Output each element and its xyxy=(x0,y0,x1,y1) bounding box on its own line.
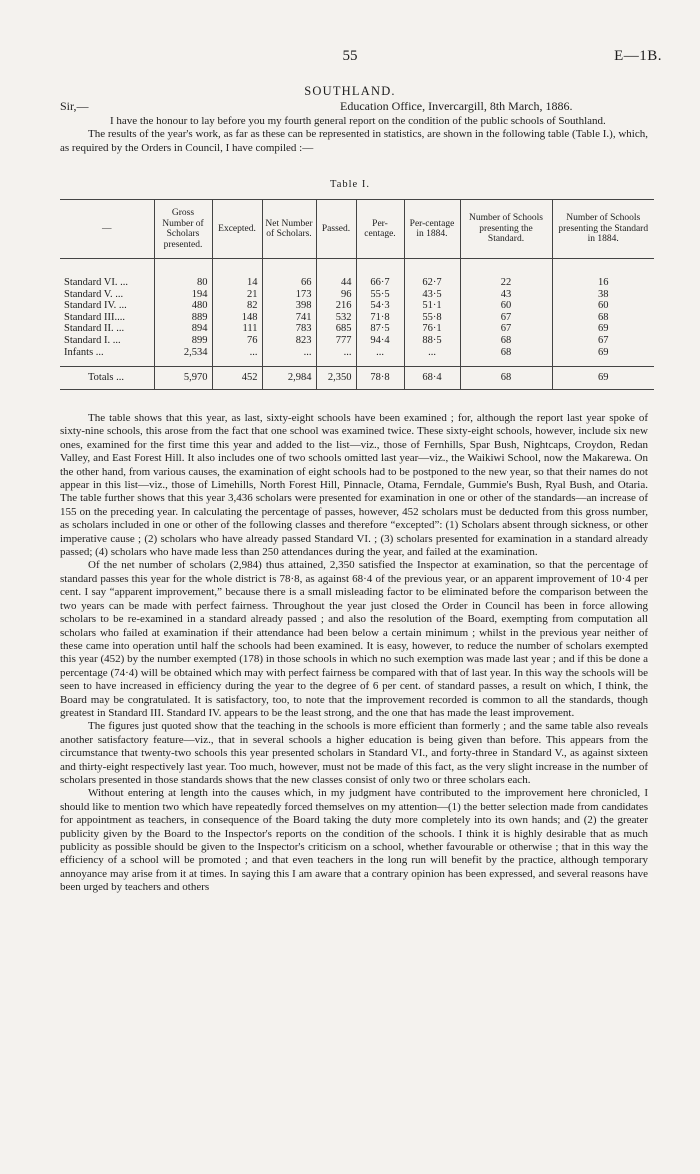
table-cell: 16 xyxy=(552,277,654,289)
body-paragraph: The figures just quoted show that the teaching in the schools is more efficient than formerly ; and the same table also reveals another satisfactory feature—viz., that in several schools a higher education is being given than before. This appears from the circumstance that twenty-two schools this year presented scholars in Standard VI., and forty-three in Standard V., as against sixteen and thirty-eight respectively last year. Too much, however, must not be made of this fact, as the very slight increase in the number of scholars presented in those standards shows that the new classes consist of only two or three scholars each. xyxy=(60,720,648,786)
column-header: Gross Number of Scholars presented. xyxy=(154,200,212,259)
totals-cell: 5,970 xyxy=(154,367,212,390)
table-cell: 685 xyxy=(316,323,356,335)
column-header: Number of Schools presenting the Standard in 1884. xyxy=(552,200,654,259)
totals-cell: 2,984 xyxy=(262,367,316,390)
table-cell: 66·7 xyxy=(356,277,404,289)
table-cell: 398 xyxy=(262,300,316,312)
table-cell: 894 xyxy=(154,323,212,335)
results-table xyxy=(60,199,654,390)
table-cell: 22 xyxy=(460,277,552,289)
table-cell: 67 xyxy=(552,335,654,347)
table-row xyxy=(60,347,654,359)
table-cell: ... xyxy=(356,347,404,359)
table-cell: 55·8 xyxy=(404,312,460,324)
table-cell: 82 xyxy=(212,300,262,312)
totals-cell: 2,350 xyxy=(316,367,356,390)
table-cell: 111 xyxy=(212,323,262,335)
table-cell: 173 xyxy=(262,289,316,301)
body-paragraph: The table shows that this year, as last, sixty-eight schools have been examined ; for, although the report last year spoke of sixty-nine schools, this arose from the fact that one school was examined twice. These sixty-eight schools, however, include six new ones, examined for the first time this year and added to the list—viz., those of Fernhills, Spar Bush, Nightcaps, Croydon, Redan Valley, and East Forest Hill. It also includes one of two schools omitted last year—viz., the Waikiwi School, now the Makarewa. On the other hand, from various causes, the examination of eight schools had to be postponed to the new year, so that their names do not appear in this list—viz., those of Limehills, North Forest Hill, Pinnacle, Otama, Ferndale, Gummie's Bush, Ryal Bush, and Otaria. The table further shows that this year 3,436 scholars were presented for examination in one or other of the standards—an increase of 155 on the preceding year. In calculating the percentage of passes, however, 452 scholars must be deducted from this gross number, as scholars included in one or other of the following classes and therefore “excepted”: (1) Scholars absent through sickness, or other imperative cause ; (2) scholars who have already passed Standard VI. ; (3) scholars presented for examination in a standard already passed; (4) scholars who have made less than 250 attendances during the year, and failed at the examination. xyxy=(60,412,648,559)
row-label: Standard I. ... xyxy=(64,334,121,346)
column-header: — xyxy=(60,200,154,259)
table-cell: 62·7 xyxy=(404,277,460,289)
column-header: Number of Schools presenting the Standard. xyxy=(460,200,552,259)
intro-paragraph: I have the honour to lay before you my fourth general report on the condition of the public schools of Southland. xyxy=(110,115,606,127)
intro-text xyxy=(60,115,648,155)
intro-paragraph: The results of the year's work, as far as these can be represented in statistics, are shown in the following table (Table I.), which, as required by the Orders in Council, I have compiled :— xyxy=(60,128,648,154)
salutation: Sir,— xyxy=(60,99,89,113)
row-label: Standard V. ... xyxy=(64,288,124,300)
totals-row xyxy=(60,367,654,390)
table-cell: 480 xyxy=(154,300,212,312)
dateline: Education Office, Invercargill, 8th March, 1886. xyxy=(340,99,573,113)
table-cell: 194 xyxy=(154,289,212,301)
table-cell: 532 xyxy=(316,312,356,324)
table-cell: ... xyxy=(316,347,356,359)
table-cell: 76·1 xyxy=(404,323,460,335)
table-cell: 69 xyxy=(552,347,654,359)
totals-cell: 68·4 xyxy=(404,367,460,390)
table-cell: 889 xyxy=(154,312,212,324)
table-cell: 66 xyxy=(262,277,316,289)
table-header-row xyxy=(60,200,654,259)
table-caption: Table I. xyxy=(330,179,370,190)
table-cell: 2,534 xyxy=(154,347,212,359)
totals-cell: 452 xyxy=(212,367,262,390)
report-body xyxy=(60,412,648,895)
table-cell: 783 xyxy=(262,323,316,335)
table-cell: 44 xyxy=(316,277,356,289)
table-cell: 68 xyxy=(460,347,552,359)
table-row xyxy=(60,289,654,301)
row-label: Standard VI. ... xyxy=(64,277,128,288)
column-header: Per-centage in 1884. xyxy=(404,200,460,259)
table-row xyxy=(60,277,654,289)
table-cell: 51·1 xyxy=(404,300,460,312)
table-cell: 60 xyxy=(460,300,552,312)
table-cell: 96 xyxy=(316,289,356,301)
row-label: Infants ... xyxy=(64,346,104,358)
table-cell: 94·4 xyxy=(356,335,404,347)
table-row xyxy=(60,312,654,324)
spacer-row xyxy=(60,259,654,278)
table-cell: 76 xyxy=(212,335,262,347)
page-header xyxy=(0,48,700,68)
table-row xyxy=(60,323,654,335)
table-cell: 69 xyxy=(552,323,654,335)
column-header: Per-centage. xyxy=(356,200,404,259)
column-header: Net Number of Scholars. xyxy=(262,200,316,259)
table-row xyxy=(60,335,654,347)
body-paragraph: Of the net number of scholars (2,984) thus attained, 2,350 satisfied the Inspector at examination, so that the percentage of standard passes this year for the whole district is 78·8, as against 68·4 of the previous year, or an apparent improvement of 10·4 per cent. I say “apparent improvement,” because there is a small misleading factor to be eliminated before the comparison between the two years can be made with perfect fairness. Throughout the year just closed the Order in Council has been in force allowing scholars to be re-examined in a standard already passed ; and also the resolution of the Board, exempting from computation all scholars who failed at examination if their attendance had been below a certain minimum ; whilst in the previous year neither of these came into operation until half the schools had been examined. It is easy, however, to reduce the number of scholars exempted this year (452) by the number exempted (178) in those schools in which no such exemption was made last year ; and if this be done a percentage (74·4) will be obtained which may with perfect fairness be compared with that of last year. In this way the schools will be seen to have increased in efficiency during the year to the degree of 6 per cent. of standard passes, a result on which, I think, the Board may be congratulated. It is satisfactory, too, to note that the improvement recorded is common to all the standards, though greatest in Standard III. Standard IV. appears to be the least strong, and the one that has made the least improvement. xyxy=(60,559,648,719)
totals-cell: 78·8 xyxy=(356,367,404,390)
table-cell: 777 xyxy=(316,335,356,347)
table-cell: 60 xyxy=(552,300,654,312)
table-cell: 38 xyxy=(552,289,654,301)
table-cell: 68 xyxy=(552,312,654,324)
totals-label: Totals ... xyxy=(60,367,154,390)
row-label: Standard IV. ... xyxy=(64,300,127,312)
table-cell: 67 xyxy=(460,323,552,335)
table-cell: 55·5 xyxy=(356,289,404,301)
table-cell: 21 xyxy=(212,289,262,301)
table-cell: 148 xyxy=(212,312,262,324)
totals-cell: 68 xyxy=(460,367,552,390)
row-label: Standard III.... xyxy=(64,311,125,323)
table-cell: 67 xyxy=(460,312,552,324)
column-header: Passed. xyxy=(316,200,356,259)
table-cell: 823 xyxy=(262,335,316,347)
section-title: SOUTHLAND. xyxy=(304,84,396,98)
spacer-row xyxy=(60,358,654,367)
table-cell: 216 xyxy=(316,300,356,312)
totals-cell: 69 xyxy=(552,367,654,390)
table-cell: 80 xyxy=(154,277,212,289)
table-cell: 14 xyxy=(212,277,262,289)
table-cell: 43·5 xyxy=(404,289,460,301)
table-cell: 54·3 xyxy=(356,300,404,312)
table-cell: 741 xyxy=(262,312,316,324)
document-reference: E—1B. xyxy=(614,48,662,64)
table-body xyxy=(60,259,654,390)
table-cell: ... xyxy=(262,347,316,359)
row-label: Standard II. ... xyxy=(64,323,125,335)
page-number: 55 xyxy=(342,48,358,64)
column-header: Excepted. xyxy=(212,200,262,259)
table-cell: 68 xyxy=(460,335,552,347)
table-cell: 899 xyxy=(154,335,212,347)
table-cell: 88·5 xyxy=(404,335,460,347)
table-cell: 87·5 xyxy=(356,323,404,335)
table-row xyxy=(60,300,654,312)
table-cell: 71·8 xyxy=(356,312,404,324)
body-paragraph: Without entering at length into the causes which, in my judgment have contributed to the improvement here chronicled, I should like to mention two which have repeatedly forced themselves on my attention—(1) the better selection made from candidates for appointment as teachers, in consequence of the Board taking the duty more completely into its own hands; and (2) the greater publicity given by the Board to the Inspector's reports on the condition of the schools. I think it is highly desirable that as much publicity as possible should be given to the Inspector's criticism on a school, whether favourable or otherwise ; that in this way the efficiency of a school will be promoted ; and that even teachers in the long run will benefit by the practice, although temporary annoyance may arise from it at times. In saying this I am aware that a contrary opinion has been expressed, and several reasons have been urged by teachers and others xyxy=(60,787,648,894)
table-cell: 43 xyxy=(460,289,552,301)
table-cell: ... xyxy=(404,347,460,359)
table-cell: ... xyxy=(212,347,262,359)
